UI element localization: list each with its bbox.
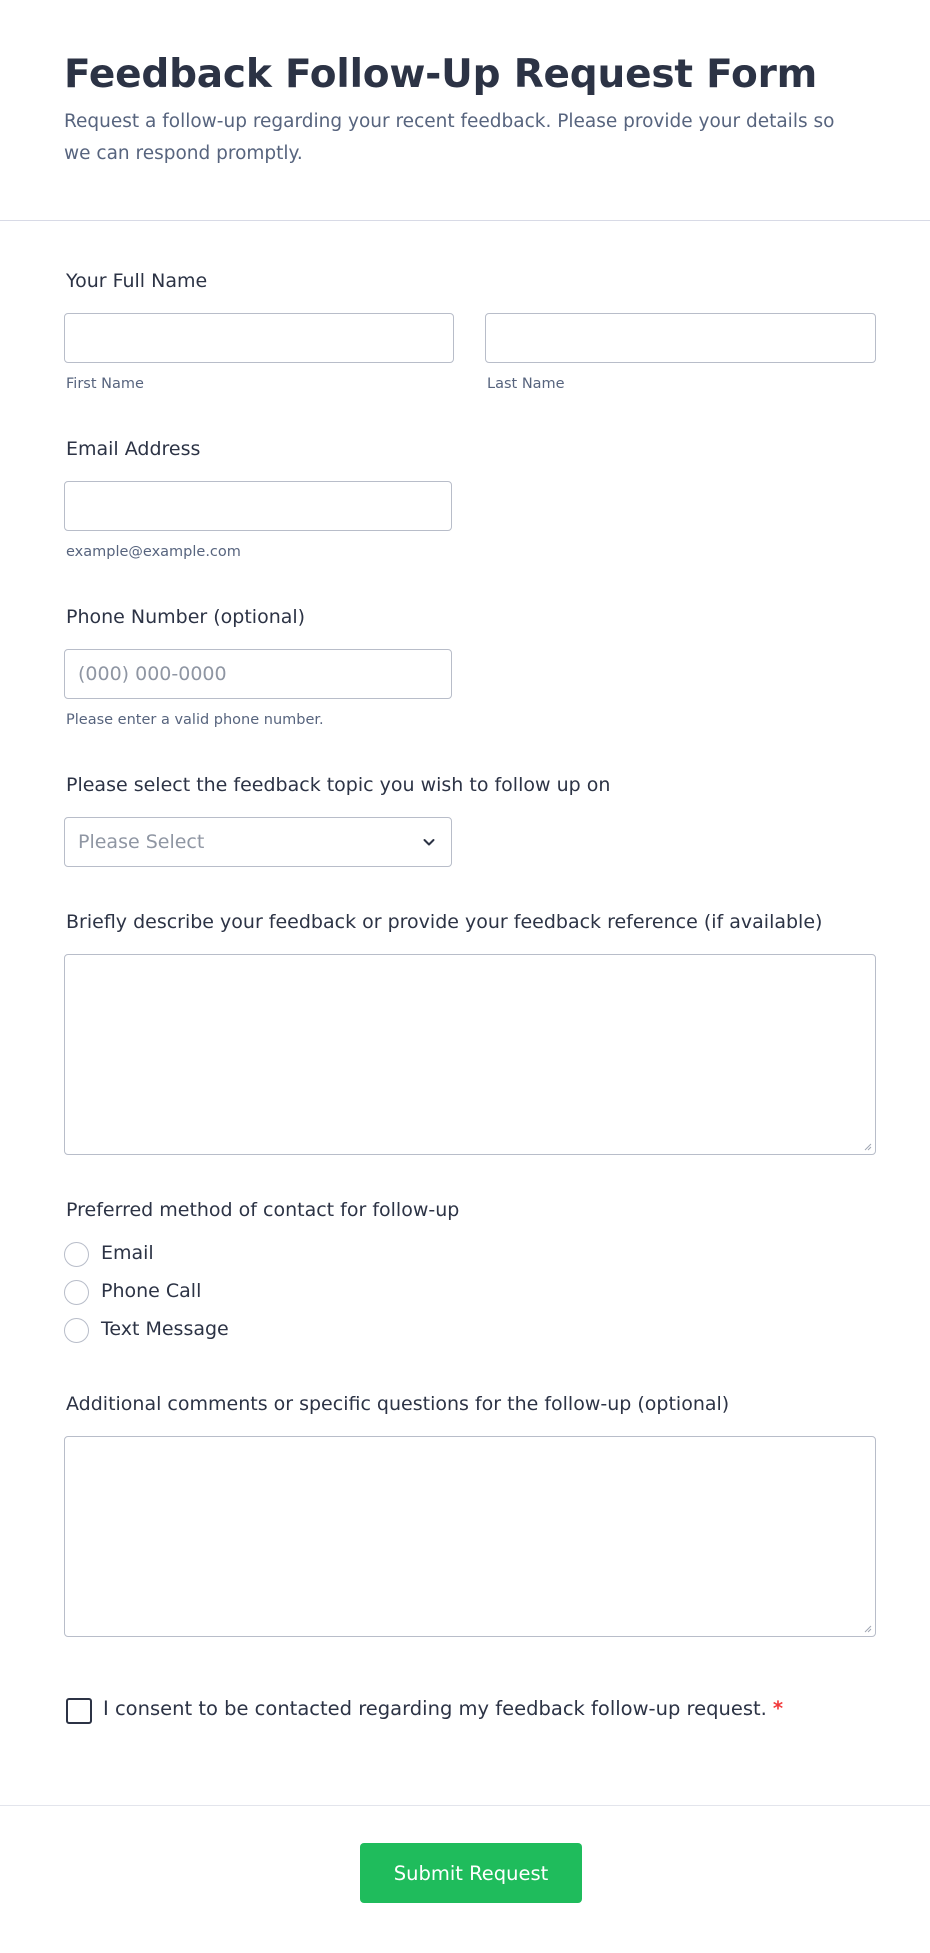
topic-select[interactable] xyxy=(64,817,452,867)
first-name-sublabel: First Name xyxy=(66,376,144,392)
description-label: Briefly describe your feedback or provide your feedback reference (if available) xyxy=(66,911,823,933)
email-sublabel: example@example.com xyxy=(66,544,241,560)
phone-input[interactable] xyxy=(64,649,452,699)
radio-label: Email xyxy=(101,1242,154,1264)
comments-textarea[interactable] xyxy=(64,1436,876,1637)
topic-select-value: Please Select xyxy=(78,831,205,853)
email-label: Email Address xyxy=(66,438,201,460)
description-textarea[interactable] xyxy=(64,954,876,1155)
radio-circle-icon[interactable] xyxy=(64,1242,89,1267)
topic-label: Please select the feedback topic you wish to follow up on xyxy=(66,774,611,796)
consent-label[interactable] xyxy=(103,1697,783,1720)
comments-label: Additional comments or specific questions for the follow-up (optional) xyxy=(66,1393,730,1415)
radio-circle-icon[interactable] xyxy=(64,1318,89,1343)
radio-circle-icon[interactable] xyxy=(64,1280,89,1305)
form-header xyxy=(0,0,930,221)
resize-grip-icon[interactable] xyxy=(862,1623,872,1633)
resize-grip-icon[interactable] xyxy=(862,1141,872,1151)
phone-sublabel: Please enter a valid phone number. xyxy=(66,712,324,728)
consent-text: I consent to be contacted regarding my feedback follow-up request. xyxy=(103,1697,767,1720)
chevron-down-icon xyxy=(421,834,437,850)
form-subtitle: Request a follow-up regarding your recent feedback. Please provide your details so we can respond promptly. xyxy=(64,111,835,164)
email-input[interactable] xyxy=(64,481,452,531)
submit-button[interactable]: Submit Request xyxy=(360,1843,582,1903)
required-asterisk: * xyxy=(772,1697,784,1720)
contact-method-label: Preferred method of contact for follow-up xyxy=(66,1199,460,1221)
radio-label: Phone Call xyxy=(101,1280,202,1302)
last-name-input[interactable] xyxy=(485,313,876,363)
last-name-sublabel: Last Name xyxy=(487,376,565,392)
radio-option-phone-call[interactable] xyxy=(64,1280,224,1306)
consent-checkbox[interactable] xyxy=(66,1698,92,1724)
radio-option-text-message[interactable] xyxy=(64,1318,244,1344)
radio-label: Text Message xyxy=(101,1318,229,1340)
full-name-label: Your Full Name xyxy=(66,270,208,292)
radio-option-email[interactable] xyxy=(64,1242,204,1268)
phone-label: Phone Number (optional) xyxy=(66,606,306,628)
first-name-input[interactable] xyxy=(64,313,454,363)
form-title: Feedback Follow-Up Request Form xyxy=(64,52,818,97)
